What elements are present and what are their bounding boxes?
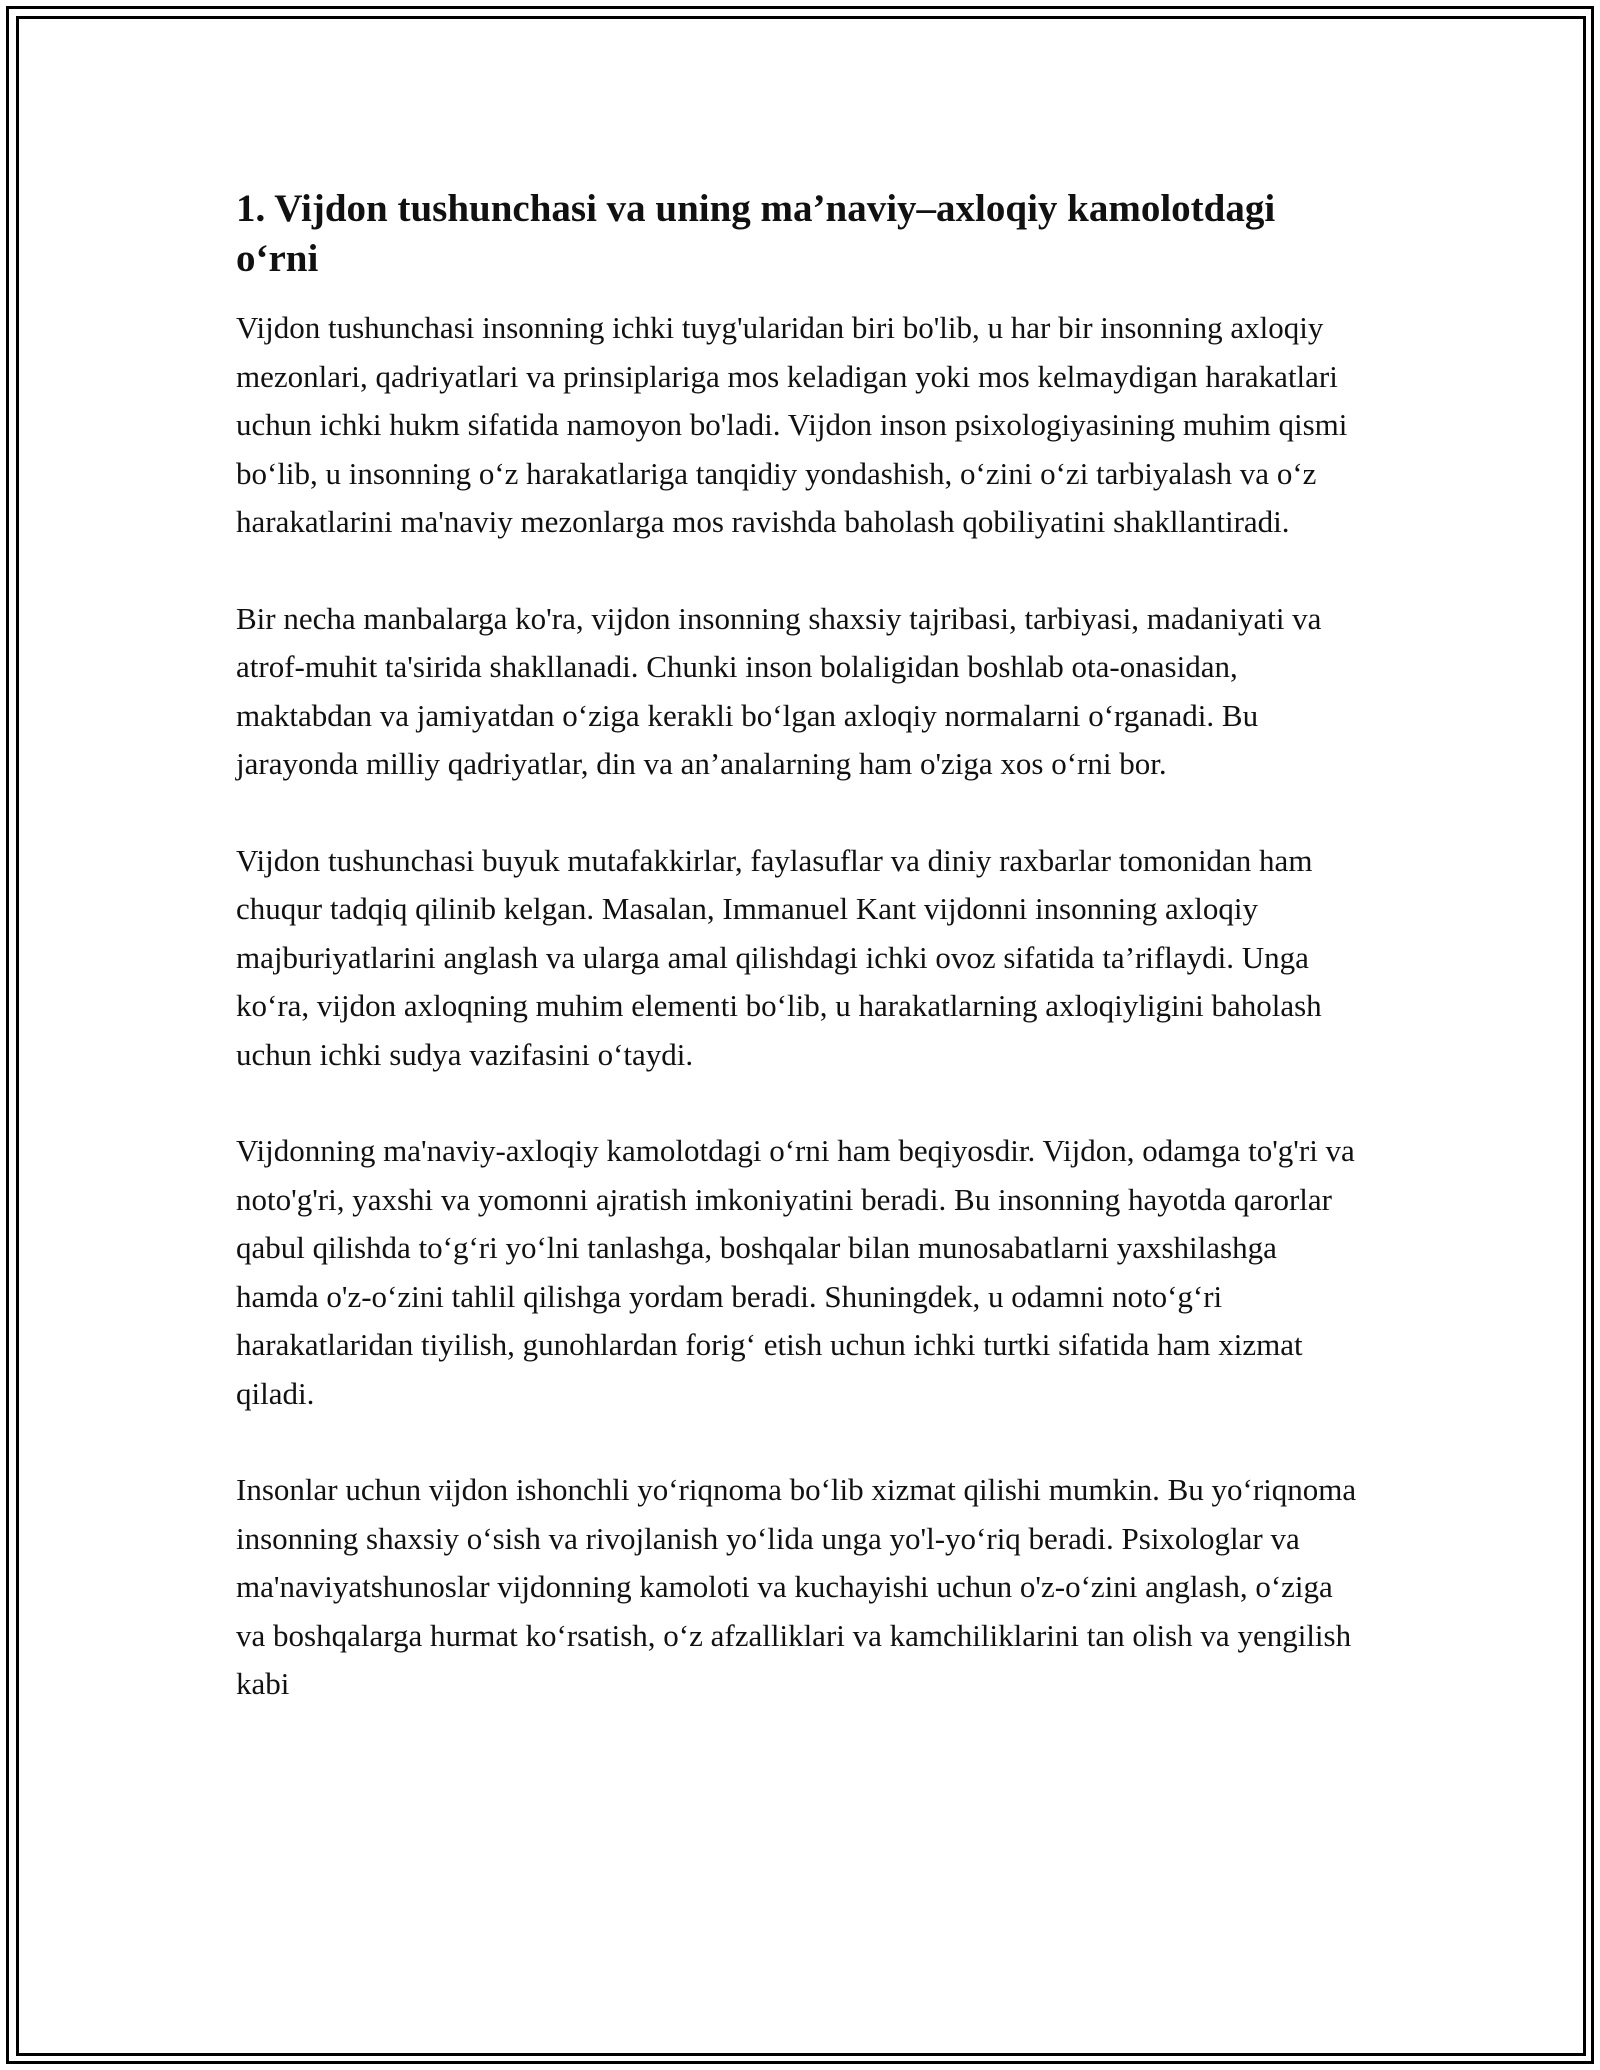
paragraph-4: Vijdonning ma'naviy-axloqiy kamolotdagi o‘rni ham beqiyosdir. Vijdon, odamga to'g'ri va noto'g'ri, yaxshi va yomonni ajratish imkoniyatini beradi. Bu insonning hayotda qarorlar qabul qilishda to‘g‘ri yo‘lni tanlashga, boshqalar bilan munosabatlarni yaxshilashga hamda o'z-o‘zini tahlil qilishga yordam beradi. Shuningdek, u odamni noto‘g‘ri harakatlaridan tiyilish, gunohlardan forig‘ etish uchun ichki turtki sifatida ham xizmat qiladi. [236, 1133, 1355, 1411]
paragraph-5: Insonlar uchun vijdon ishonchli yo‘riqnoma bo‘lib xizmat qilishi mumkin. Bu yo‘riqnoma insonning shaxsiy o‘sish va rivojlanish yo‘lida unga yo'l-yo‘riq beradi. Psixologlar va ma'naviyatshunoslar vijdonning kamoloti va kuchayishi uchun o'z-o‘zini anglash, o‘ziga va boshqalarga hurmat ko‘rsatish, o‘z afzalliklari va kamchiliklarini tan olish va yengilish kabi [236, 1472, 1357, 1701]
section-heading: 1. Vijdon tushunchasi va uning ma’naviy–axloqiy kamolotdagi o‘rni [236, 187, 1276, 280]
paragraph-1: Vijdon tushunchasi insonning ichki tuyg'ularidan biri bo'lib, u har bir insonning axloqiy mezonlari, qadriyatlari va prinsiplariga mos keladigan yoki mos kelmaydigan harakatlari uchun ichki hukm sifatida namoyon bo'ladi. Vijdon inson psixologiyasining muhim qismi bo‘lib, u insonning o‘z harakatlariga tanqidiy yondashish, o‘zini o‘zi tarbiyalash va o‘z harakatlarini ma'naviy mezonlarga mos ravishda baholash qobiliyatini shakllantiradi. [236, 310, 1348, 539]
paragraph-3: Vijdon tushunchasi buyuk mutafakkirlar, faylasuflar va diniy raxbarlar tomonidan ham chuqur tadqiq qilinib kelgan. Masalan, Immanuel Kant vijdonni insonning axloqiy majburiyatlarini anglash va ularga amal qilishdagi ichki ovoz sifatida ta’riflaydi. Unga ko‘ra, vijdon axloqning muhim elementi bo‘lib, u harakatlarning axloqiyligini baholash uchun ichki sudya vazifasini o‘taydi. [236, 842, 1322, 1072]
paragraph-2: Bir necha manbalarga ko'ra, vijdon insonning shaxsiy tajribasi, tarbiyasi, madaniyati va atrof-muhit ta'sirida shakllanadi. Chunki inson bolaligidan boshlab ota-onasidan, maktabdan va jamiyatdan o‘ziga kerakli bo‘lgan axloqiy normalarni o‘rganadi. Bu jarayonda milliy qadriyatlar, din va an’analarning ham o'ziga xos o‘rni bor. [236, 600, 1322, 781]
document-body [236, 184, 1366, 1757]
